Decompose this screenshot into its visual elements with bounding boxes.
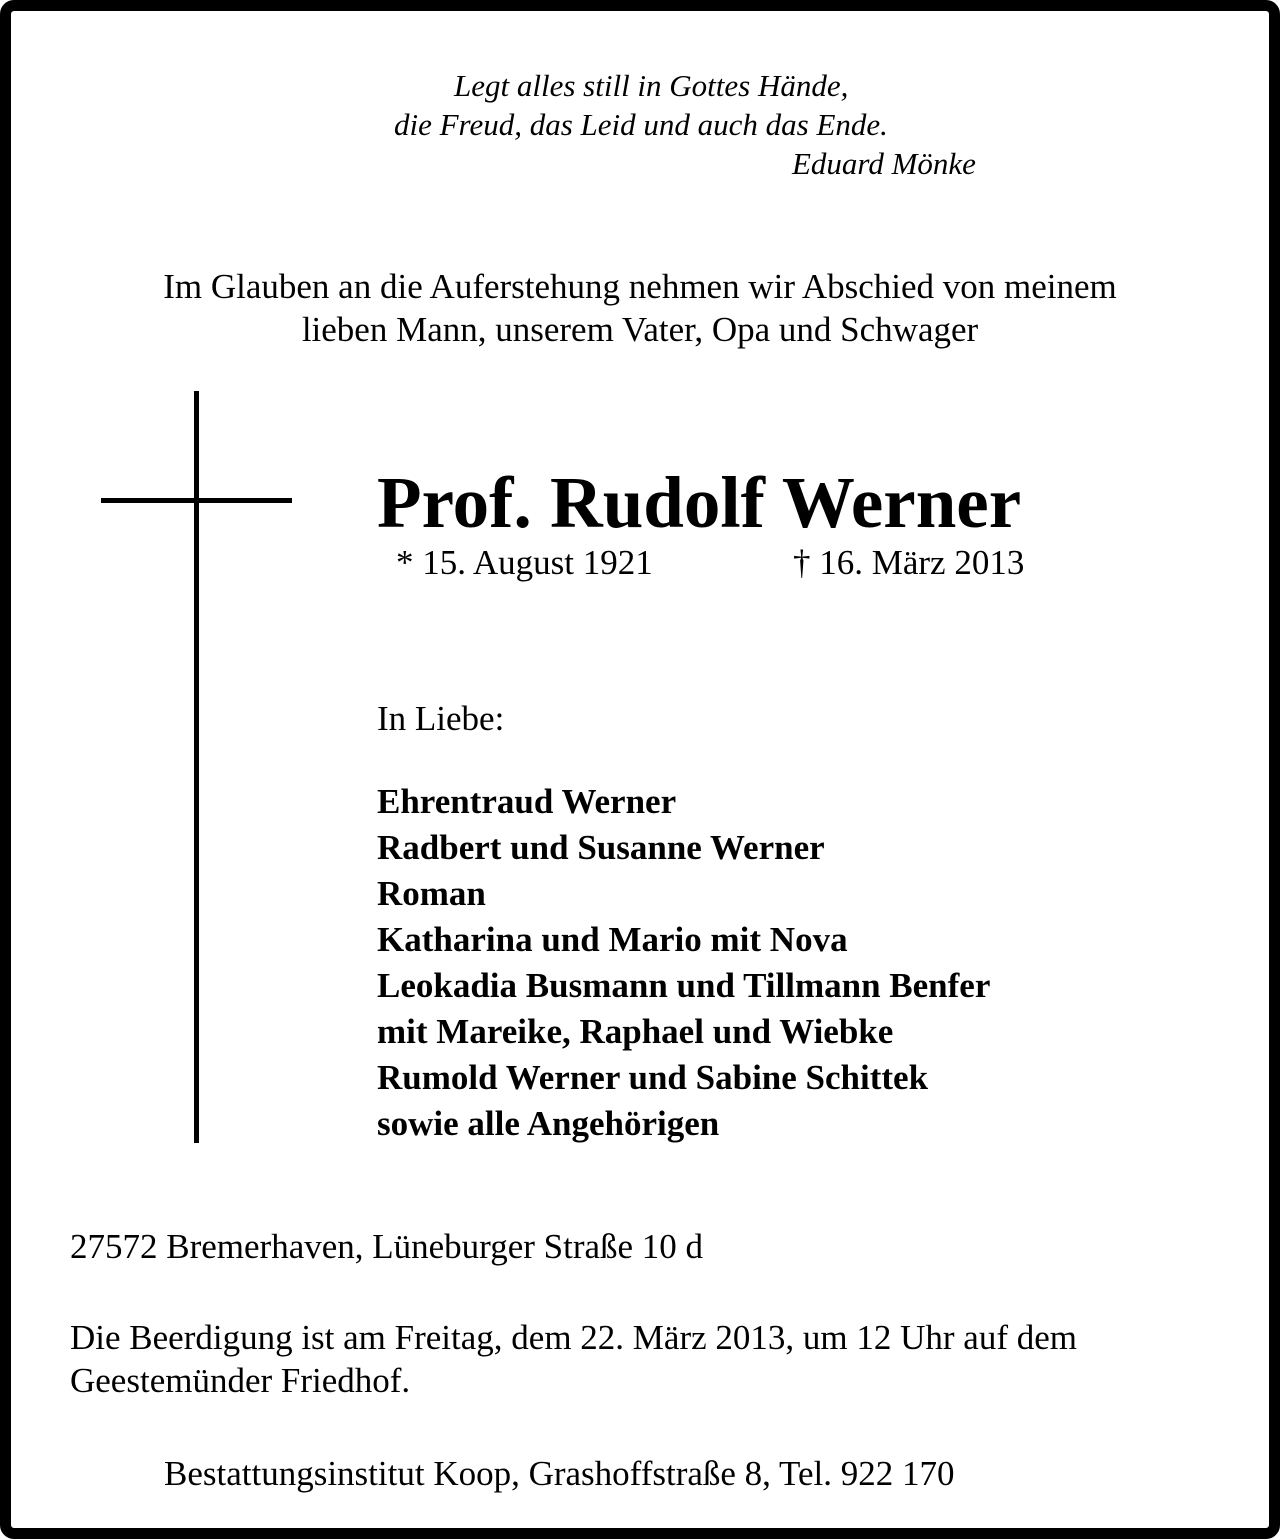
- intro-line-2: lieben Mann, unserem Vater, Opa und Schwager: [301, 310, 979, 349]
- mourner-name: Ehrentraud Werner: [377, 782, 677, 821]
- motto-author: Eduard Mönke: [792, 146, 976, 181]
- mourner-name: mit Mareike, Raphael und Wiebke: [377, 1012, 894, 1051]
- mourner-name: Roman: [377, 874, 486, 913]
- death-date: † 16. März 2013: [793, 543, 1025, 582]
- mourners-list: [377, 779, 990, 1147]
- address: 27572 Bremerhaven, Lüneburger Straße 10 d: [70, 1227, 704, 1266]
- deceased-name: Prof. Rudolf Werner: [377, 462, 1022, 543]
- cross-vertical-bar: [194, 391, 199, 1143]
- mourner-name: Katharina und Mario mit Nova: [377, 920, 848, 959]
- mourner-name: Rumold Werner und Sabine Schittek: [377, 1058, 929, 1097]
- mourner-name: Radbert und Susanne Werner: [377, 828, 825, 867]
- birth-date: * 15. August 1921: [396, 543, 653, 582]
- motto-line-1: Legt alles still in Gottes Hände,: [454, 68, 849, 103]
- mourners-intro: In Liebe:: [377, 699, 505, 738]
- mourner-name: sowie alle Angehörigen: [377, 1104, 720, 1143]
- mourner-name: Leokadia Busmann und Tillmann Benfer: [377, 966, 991, 1005]
- cross-horizontal-bar: [101, 498, 292, 503]
- undertaker-info: Bestattungsinstitut Koop, Grashoffstraße 8, Tel. 922 170: [164, 1454, 955, 1493]
- motto-line-2: die Freud, das Leid und auch das Ende.: [394, 107, 888, 142]
- funeral-info: Die Beerdigung ist am Freitag, dem 22. März 2013, um 12 Uhr auf dem Geestemünder Friedhof.: [70, 1318, 1078, 1400]
- intro-line-1: Im Glauben an die Auferstehung nehmen wir Abschied von meinem: [163, 267, 1117, 306]
